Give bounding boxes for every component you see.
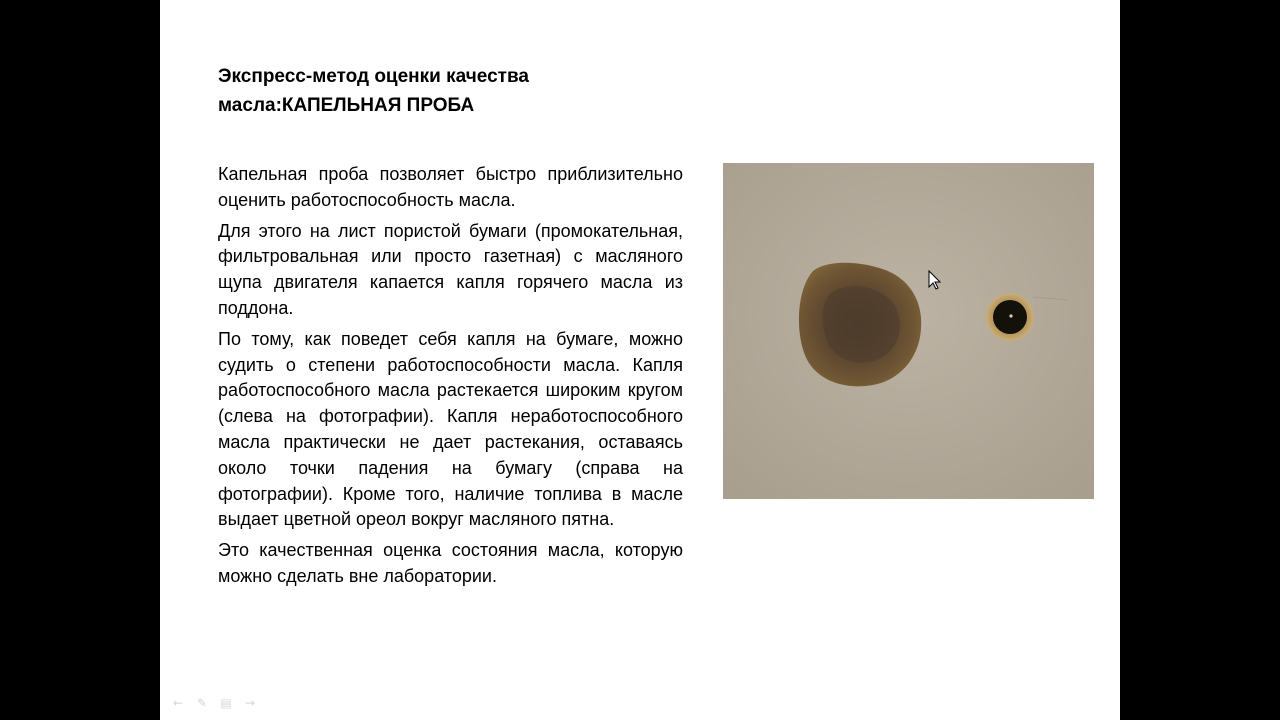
slide-title: Экспресс-метод оценки качества масла:КАПЕЛЬНАЯ ПРОБА <box>218 66 529 116</box>
bad-oil-highlight <box>1009 314 1012 317</box>
slideshow-toolbar <box>170 696 258 710</box>
paragraph-conclusion: Это качественная оценка состояния масла, которую можно сделать вне лаборатории. <box>218 540 683 586</box>
paragraph-method: Для этого на лист пористой бумаги (промокательная, фильтровальная или просто газетная) с масляного щупа двигателя капается капля горячего масла из поддона. <box>218 220 683 318</box>
pen-icon[interactable]: ✎ <box>196 696 208 710</box>
screen-icon[interactable]: → <box>244 696 256 710</box>
paragraph-intro: Капельная проба позволяет быстро приблизительно оценить работоспособность масла. <box>218 164 683 210</box>
slides-icon[interactable]: ▤ <box>220 696 232 710</box>
paragraph-interpretation: По тому, как поведет себя капля на бумаге, можно судить о степени работоспособности масла. Капля работоспособного масла растекается широким кругом (слева на фотографии). Капля неработоспособного масла практически не дает растекания, оставаясь около точки падения на бумагу (справа на фотографии). Кроме того, наличие топлива в масле выдает цветной ореол вокруг масляного пятна. <box>218 328 683 530</box>
arrow-icon[interactable]: ← <box>172 696 184 710</box>
oil-drop-test-photo <box>723 163 1094 499</box>
slide-body <box>218 162 683 595</box>
presentation-slide <box>160 0 1120 720</box>
